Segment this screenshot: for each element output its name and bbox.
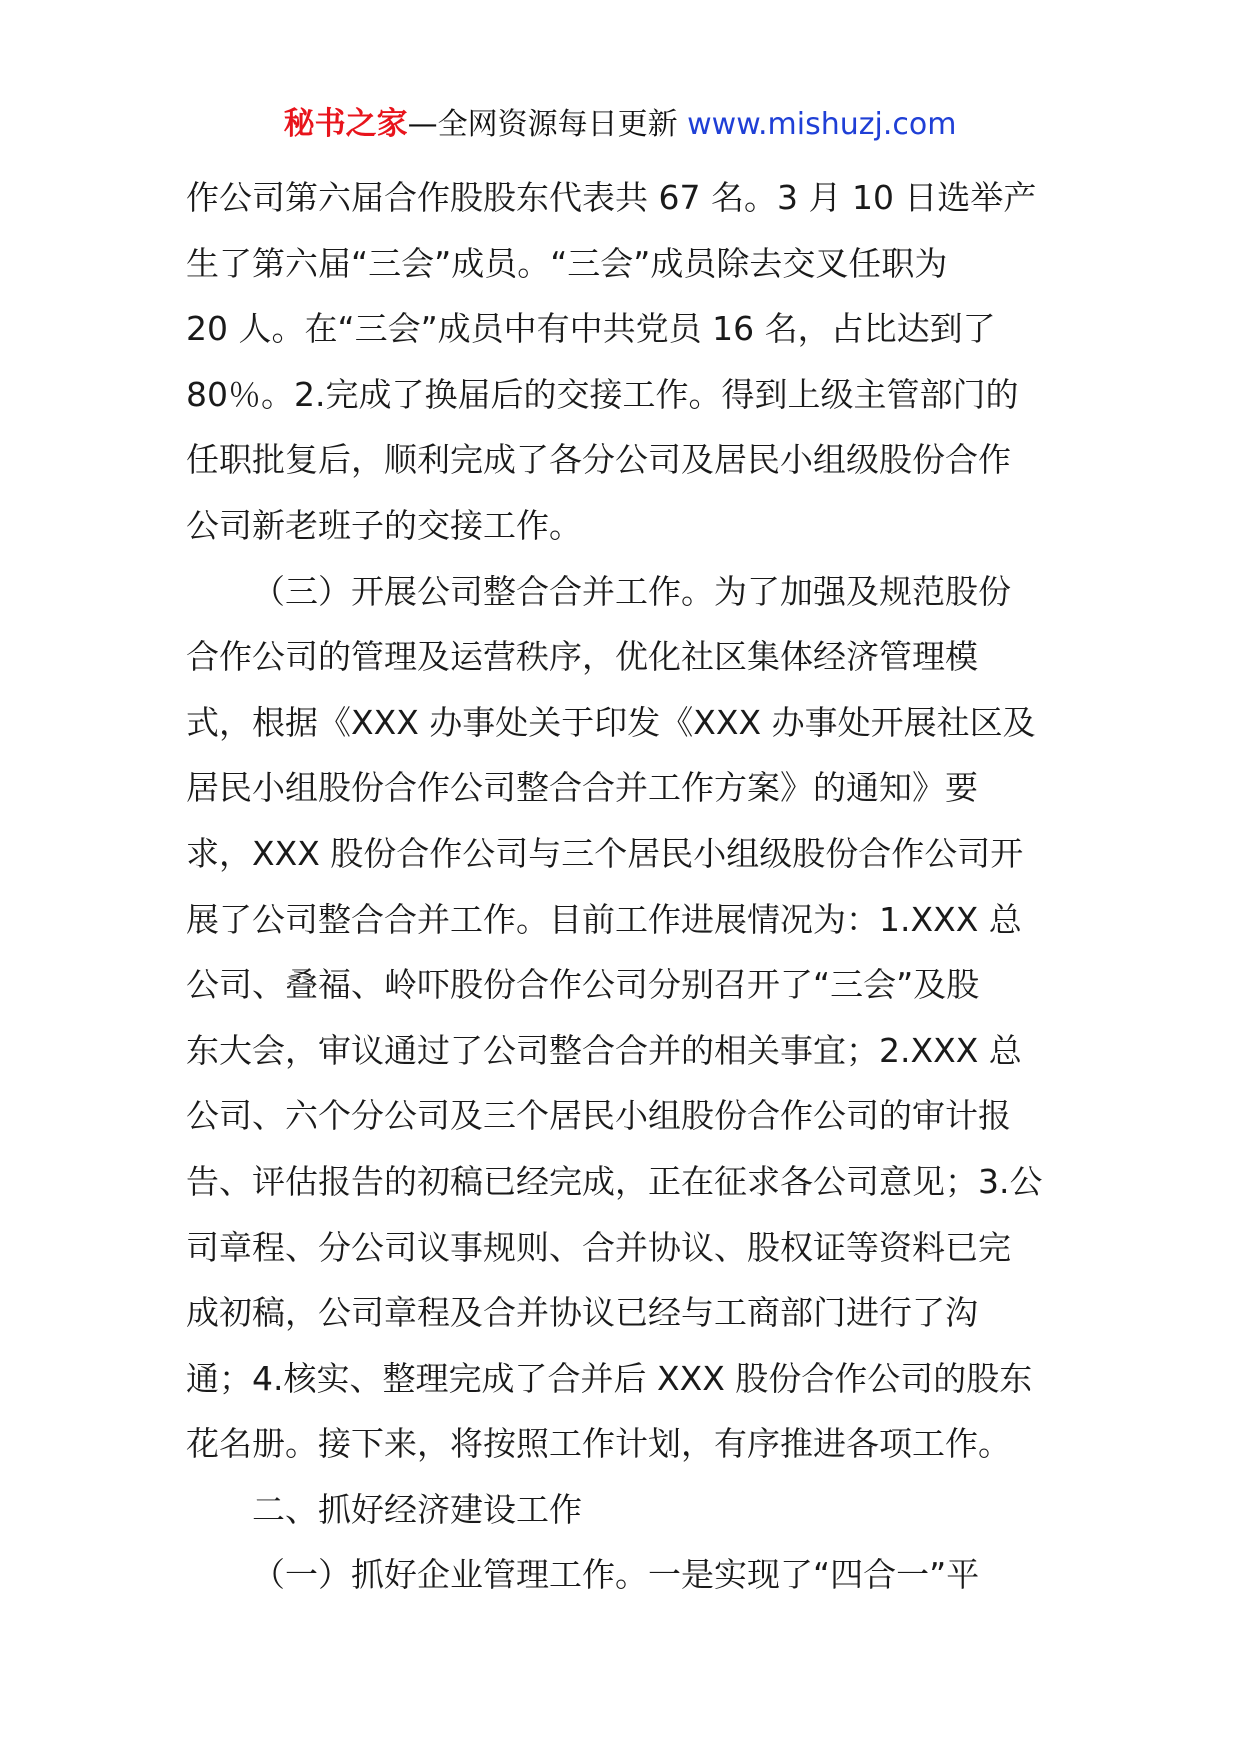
body-line: 东大会，审议通过了公司整合合并的相关事宜；2.XXX 总: [186, 1030, 1022, 1070]
body-line: 司章程、分公司议事规则、合并协议、股权证等资料已完: [186, 1227, 1011, 1267]
body-line: 80％。2.完成了换届后的交接工作。得到上级主管部门的: [186, 374, 1019, 414]
body-line: 求，XXX 股份合作公司与三个居民小组级股份合作公司开: [186, 833, 1024, 873]
paragraph-start-line: （一）抓好企业管理工作。一是实现了“四合一”平: [252, 1555, 980, 1595]
page-header: [0, 104, 1240, 145]
body-line: 成初稿，公司章程及合并协议已经与工商部门进行了沟: [186, 1293, 978, 1333]
body-line: 生了第六届“三会”成员。“三会”成员除去交叉任职为: [186, 243, 948, 283]
body-line: 式，根据《XXX 办事处关于印发《XXX 办事处开展社区及: [186, 702, 1036, 742]
body-line: 作公司第六届合作股股东代表共 67 名。3 月 10 日选举产: [186, 178, 1037, 217]
paragraph-start-line: （三）开展公司整合合并工作。为了加强及规范股份: [252, 571, 1011, 611]
body-line: 合作公司的管理及运营秩序，优化社区集体经济管理模: [186, 637, 978, 677]
body-line: 20 人。在“三会”成员中有中共党员 16 名，占比达到了: [186, 309, 996, 349]
brand-name: 秘书之家: [283, 106, 408, 142]
body-line: 告、评估报告的初稿已经完成，正在征求各公司意见；3.公: [186, 1161, 1043, 1201]
body-line: 花名册。接下来，将按照工作计划，有序推进各项工作。: [186, 1424, 1011, 1464]
header-url[interactable]: www.mishuzj.com: [687, 107, 957, 142]
body-line: 通；4.核实、整理完成了合并后 XXX 股份合作公司的股东: [186, 1358, 1033, 1398]
body-line: 公司、六个分公司及三个居民小组股份合作公司的审计报: [186, 1096, 1011, 1136]
body-line: 展了公司整合合并工作。目前工作进展情况为：1.XXX 总: [186, 899, 1022, 939]
body-line: 公司新老班子的交接工作。: [186, 505, 582, 545]
section-heading: 二、抓好经济建设工作: [252, 1489, 582, 1529]
body-line: 居民小组股份合作公司整合合并工作方案》的通知》要: [186, 768, 978, 808]
document-body: [186, 165, 1066, 1608]
header-slogan: —全网资源每日更新: [407, 107, 678, 142]
body-line: 公司、叠福、岭吓股份合作公司分别召开了“三会”及股: [186, 965, 980, 1005]
body-line: 任职批复后，顺利完成了各分公司及居民小组级股份合作: [186, 440, 1011, 480]
